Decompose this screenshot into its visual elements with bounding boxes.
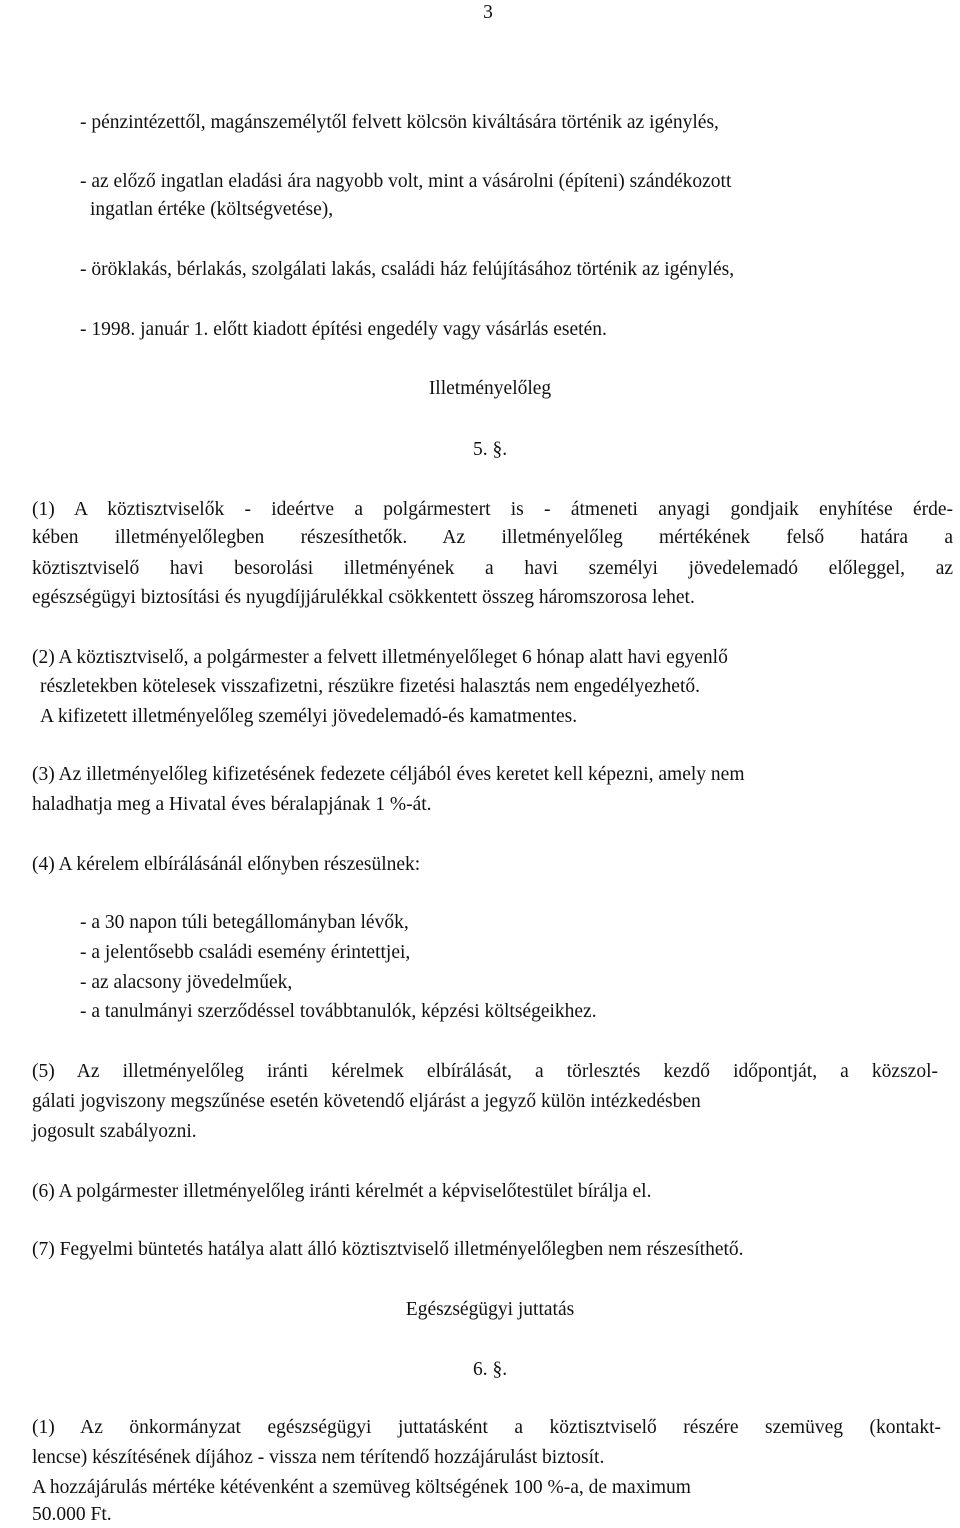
- paragraph-line: jogosult szabályozni.: [32, 1121, 197, 1142]
- paragraph-line: haladhatja meg a Hivatal éves béralapjának 1 %-át.: [32, 794, 432, 815]
- list-item: - az alacsony jövedelműek,: [80, 972, 293, 993]
- paragraph-line: gálati jogviszony megszűnése esetén követendő eljárást a jegyző külön intézkedésben: [32, 1091, 701, 1112]
- list-item: - a jelentősebb családi esemény érintettjei,: [80, 942, 411, 963]
- section-number: 5. §.: [472, 439, 508, 460]
- bullet-line: - az előző ingatlan eladási ára nagyobb volt, mint a vásárolni (építeni) szándékozott: [80, 171, 732, 192]
- paragraph-line: kében illetményelőlegben részesíthetők. Az illetményelőleg mértékének felső határa a: [32, 527, 953, 548]
- paragraph-line: részletekben kötelesek visszafizetni, részükre fizetési halasztás nem engedélyezhető.: [40, 676, 700, 697]
- paragraph-line: (6) A polgármester illetményelőleg iránti kérelmét a képviselőtestület bírálja el.: [32, 1181, 652, 1202]
- section-title: Illetményelőleg: [428, 378, 552, 399]
- list-item: - a 30 napon túli betegállományban lévők,: [80, 912, 409, 933]
- paragraph-line: 50.000 Ft.: [32, 1504, 112, 1525]
- paragraph-line: egészségügyi biztosítási és nyugdíjjárulékkal csökkentett összeg háromszorosa lehet.: [32, 587, 695, 608]
- paragraph-line: (1) A köztisztviselők - ideértve a polgármestert is - átmeneti anyagi gondjaik enyhítése érde-: [32, 499, 953, 520]
- bullet-line: - pénzintézettől, magánszemélytől felvett kölcsön kiváltására történik az igénylés,: [80, 112, 719, 133]
- bullet-line: ingatlan értéke (költségvetése),: [90, 199, 334, 220]
- paragraph-line: (1) Az önkormányzat egészségügyi juttatásként a köztisztviselő részére szemüveg (kontakt-: [32, 1417, 941, 1438]
- bullet-line: - 1998. január 1. előtt kiadott építési engedély vagy vásárlás esetén.: [80, 319, 607, 340]
- paragraph-line: A hozzájárulás mértéke kétévenként a szemüveg költségének 100 %-a, de maximum: [32, 1477, 691, 1498]
- paragraph-line: A kifizetett illetményelőleg személyi jövedelemadó-és kamatmentes.: [40, 706, 578, 727]
- bullet-line: - öröklakás, bérlakás, szolgálati lakás, családi ház felújításához történik az igénylés,: [80, 259, 735, 280]
- paragraph-line: lencse) készítésének díjához - vissza nem térítendő hozzájárulást biztosít.: [32, 1447, 605, 1468]
- page-number: 3: [483, 2, 493, 23]
- paragraph-line: köztisztviselő havi besorolási illetményének a havi személyi jövedelemadó előleggel, az: [32, 558, 953, 579]
- paragraph-line: (4) A kérelem elbírálásánál előnyben részesülnek:: [32, 854, 421, 875]
- paragraph-line: (3) Az illetményelőleg kifizetésének fedezete céljából éves keretet kell képezni, amely nem: [32, 764, 745, 785]
- paragraph-line: (5) Az illetményelőleg iránti kérelmek elbírálását, a törlesztés kezdő időpontját, a közszol-: [32, 1061, 938, 1082]
- section-number: 6. §.: [472, 1359, 508, 1380]
- section-title: Egészségügyi juttatás: [405, 1299, 575, 1320]
- paragraph-line: (7) Fegyelmi büntetés hatálya alatt álló köztisztviselő illetményelőlegben nem részesíthető.: [32, 1239, 744, 1260]
- list-item: - a tanulmányi szerződéssel továbbtanulók, képzési költségeikhez.: [80, 1001, 597, 1022]
- paragraph-line: (2) A köztisztviselő, a polgármester a felvett illetményelőleget 6 hónap alatt havi egyenlő: [32, 647, 728, 668]
